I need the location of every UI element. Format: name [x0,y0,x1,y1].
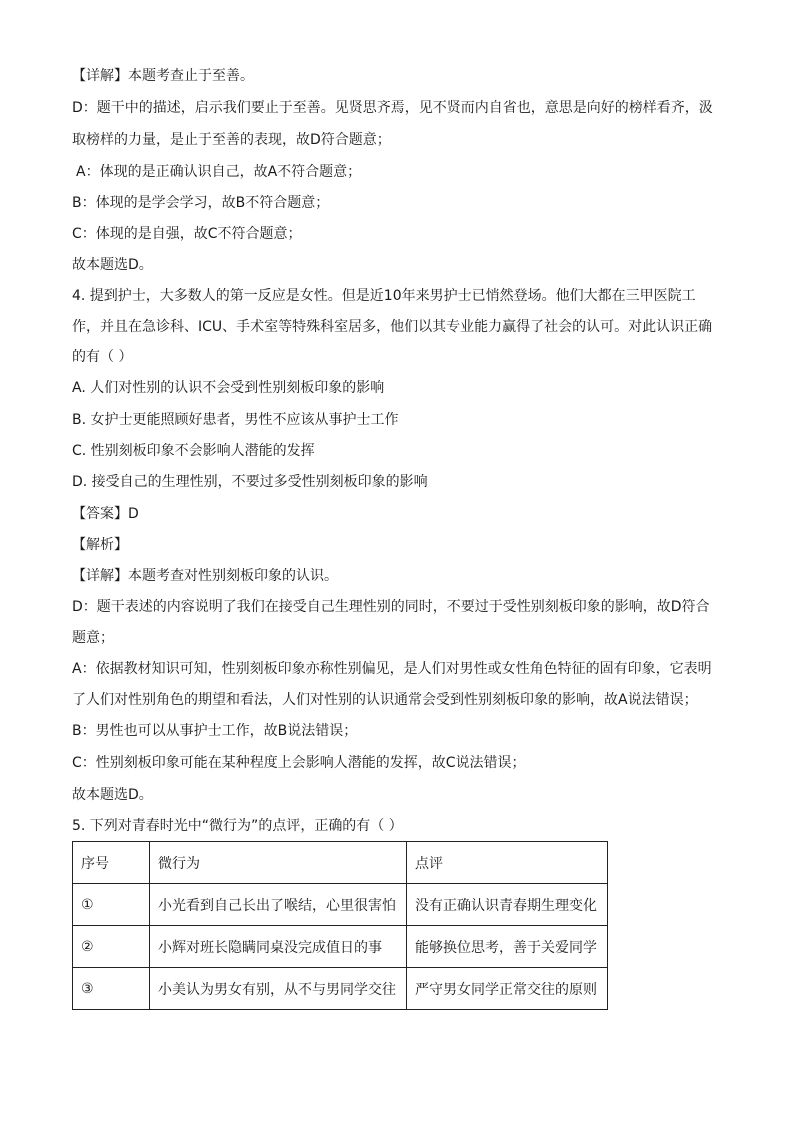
table-header-row [73,842,608,884]
q4-option-b: B. 女护士更能照顾好患者，男性不应该从事护士工作 [72,412,399,428]
q4-explain-a-line2: 了人们对性别角色的期望和看法，人们对性别的认识通常会受到性别刻板印象的影响，故A说法错误； [72,692,698,708]
table-row [73,968,608,1010]
q4-option-a: A. 人们对性别的认识不会受到性别刻板印象的影响 [72,380,385,396]
table-cell: 没有正确认识青春期生理变化 [407,884,608,926]
q4-stem-line1: 4. 提到护士，大多数人的第一反应是女性。但是近10年来男护士已悄然登场。他们大都在三甲医院工 [72,288,696,304]
header-cell-behavior: 微行为 [150,842,407,884]
q3-detail: 【详解】本题考查止于至善。 [72,68,254,84]
header-cell-index: 序号 [73,842,150,884]
table-cell: 小辉对班长隐瞒同桌没完成值日的事 [150,926,407,968]
q4-explain-a-line1: A：依据教材知识可知，性别刻板印象亦称性别偏见，是人们对男性或女性角色特征的固有印象，它表明 [72,661,712,677]
q4-stem-line3: 的有（ ） [72,349,133,365]
q4-conclusion: 故本题选D。 [72,787,153,803]
q3-explain-c: C：体现的是自强，故C不符合题意； [72,226,302,242]
q4-explain-d-line1: D：题干表述的内容说明了我们在接受自己生理性别的同时，不要过于受性别刻板印象的影响，故D符合 [72,599,710,615]
q4-answer: 【答案】D [72,506,139,522]
table-row [73,926,608,968]
q3-conclusion: 故本题选D。 [72,257,153,273]
q4-option-c: C. 性别刻板印象不会影响人潜能的发挥 [72,443,315,459]
q4-detail: 【详解】本题考查对性别刻板印象的认识。 [72,568,338,584]
q5-stem: 5. 下列对青春时光中“微行为”的点评，正确的有（ ） [72,818,403,834]
table-cell: 严守男女同学正常交往的原则 [407,968,608,1010]
q4-stem-line2: 作，并且在急诊科、ICU、手术室等特殊科室居多，他们以其专业能力赢得了社会的认可。对此认识正确 [72,319,713,335]
q4-option-d: D. 接受自己的生理性别，不要过多受性别刻板印象的影响 [72,474,428,490]
q3-explain-d-line1: D：题干中的描述，启示我们要止于至善。见贤思齐焉，见不贤而内自省也，意思是向好的榜样看齐，汲 [72,100,713,116]
table-cell: ② [73,926,150,968]
q4-explain-c: C：性别刻板印象可能在某种程度上会影响人潜能的发挥，故C说法错误； [72,755,526,771]
q3-explain-b: B：体现的是学会学习，故B不符合题意； [72,195,330,211]
q4-explain-d-line2: 题意； [72,630,114,646]
q5-table [72,841,608,1010]
header-cell-comment: 点评 [407,842,608,884]
q3-explain-a: A：体现的是正确认识自己，故A不符合题意； [76,164,362,180]
table-cell: 小光看到自己长出了喉结，心里很害怕 [150,884,407,926]
q3-explain-d-line2: 取榜样的力量，是止于至善的表现，故D符合题意； [72,132,391,148]
table-cell: 小美认为男女有别，从不与男同学交往 [150,968,407,1010]
table-row [73,884,608,926]
table-cell: ③ [73,968,150,1010]
table-cell: ① [73,884,150,926]
q4-explain-b: B：男性也可以从事护士工作，故B说法错误； [72,723,358,739]
table-cell: 能够换位思考，善于关爱同学 [407,926,608,968]
q4-analysis-heading: 【解析】 [72,537,128,553]
